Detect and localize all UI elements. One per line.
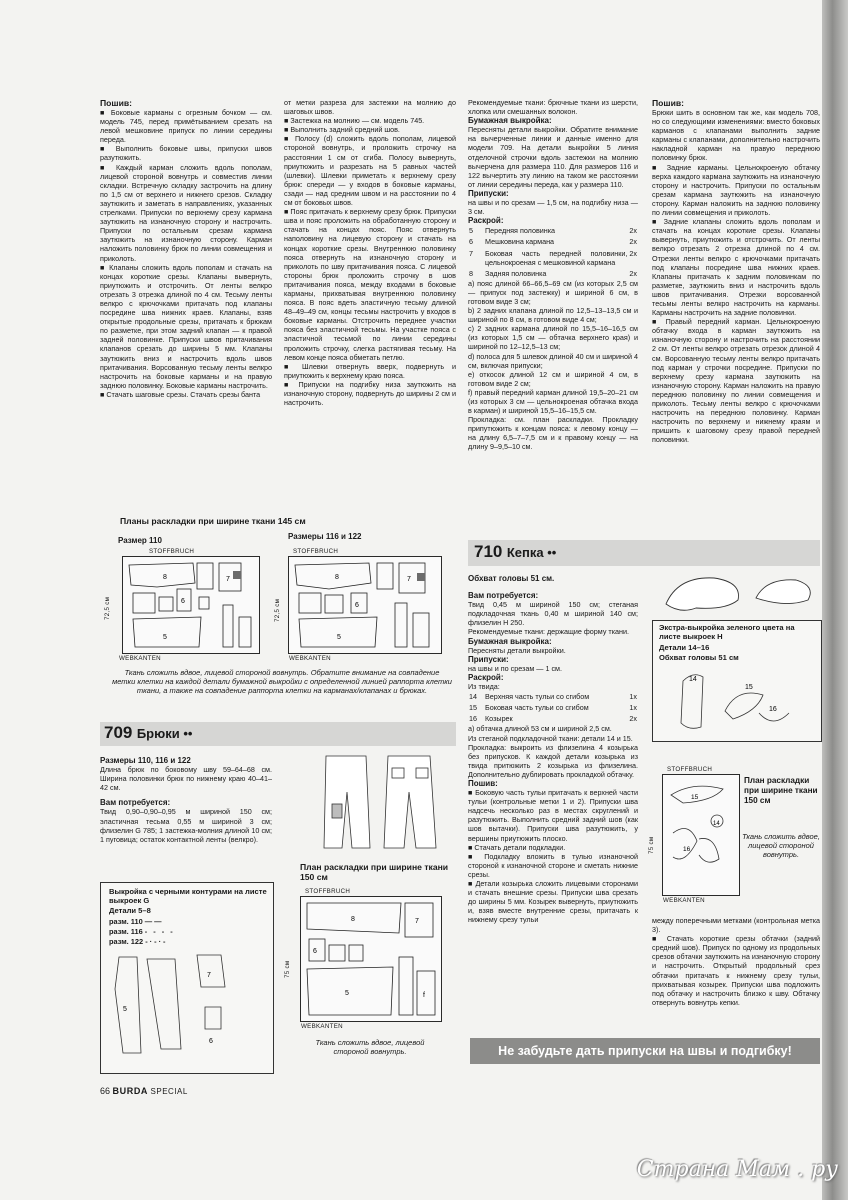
col3-subheading: Раскрой: [468, 216, 504, 226]
svg-text:f: f [423, 992, 425, 999]
stoffbruch-label: STOFFBRUCH [149, 548, 195, 555]
width-75-label: 75 см [648, 836, 655, 854]
col4-para: ■ Задние клапаны сложить вдоль пополам и стачать на концах короткие срезы. Клапаны вывернуть, приутюжить и отстрочить. От ленты велкро отрезать 2 отрезка длиной по 4 см. Отрезки ленты велкро с крючочками притачать под клапаны посредине шва нижних краев. Клапаны притачать к задним половинкам по разметке, заутюжить вниз и настрочить вдоль швов притачивания. Отрезки ворсованной тесьмы ленты велкро настрочить на карманы. Карманы настрочить на задние половинки. [652, 217, 820, 318]
allow-text: на швы и по срезам — 1 см. [468, 663, 562, 673]
need-text: Твид 0,90–0,90–0,95 м шириной 150 см; эластичная тесьма 0,55 м шириной 3 см; флизелин G 785; 1 застежка-молния длиной 10 см; 1 пуговица; остаток контактной ленты (велкро). [100, 807, 272, 844]
plan145-note: Ткань сложить вдвое, лицевой стороной вовнутрь. Обратите внимание на совпадение метки клетки на каждой детали бумажной выкройки с определенной линией раппорта клетки ткани, а также на совпадение раппорта клетки на карманах/клапанах и брюках. [112, 668, 452, 695]
col3-para: c) 2 задних кармана длиной по 15,5–16–16,5 см (из которых 1,5 см — обтачка верхнего края) и шириной по 12–12,5–13 см; [468, 324, 638, 352]
plan145-size110-label: Размер 110 [118, 536, 162, 545]
model710-header [474, 542, 556, 562]
col3-para: Прокладка: см. план раскладки. Прокладку припутюжить к концам пояса: к левому концу — на длину 6,5–7–7,5 см и к правому концу — на длину 9–9,5–10 см. [468, 415, 638, 452]
recommend-text: Рекомендуемые ткани: держащие форму ткани. [468, 627, 629, 637]
svg-text:16: 16 [769, 706, 777, 713]
layout-shapes-710 [663, 775, 739, 895]
col1-para: ■ Клапаны сложить вдоль пополам и стачать на концах короткие срезы. Клапаны вывернуть, приутюжить и отстрочить. От ленты велкро отрезать 3 отрезка длиной по 4 см. Тесьму ленты велкро с крючочками притачать под клапаны посредине шва нижних краев. Клапаны, взяв открытые продольные срезы, притачать к брюкам по разметке, при этом задний клапан — к правой задней половинке. Припуски швов притачивания клапанов срезать до ширины 5 мм. Клапаны заутюжить вниз и настрочить вдоль швов притачивания. Ворсованную тесьму ленты велкро настрочить на боковые карманы и на правую заднюю половинку. Боковые карманы настрочить. [100, 262, 272, 390]
parts-table [468, 225, 638, 278]
svg-text:7: 7 [415, 918, 419, 925]
page-footer [100, 1086, 188, 1096]
col3-para: Пересняты детали выкройки. Обратите внимание на вычерченные линии и данные именно для модели 709. На детали выкройки 5 линия отделочной строчки вдоль застежки на молнию вычерчена для размера 110. Для размеров 116 и 122 вычертить эту линию на таком же расстоянии от линии середины переда, как у размера 110. [468, 125, 638, 189]
svg-text:5: 5 [337, 634, 341, 641]
pattern-box-details: Детали 5–8 [109, 906, 151, 915]
cap-parts-table [468, 691, 638, 724]
width-72-5-label: 72,5 см [274, 598, 281, 622]
col3-para: d) полоса для 5 шлевок длиной 40 см и шириной 4 см, включая припуски; [468, 351, 638, 370]
cut-more: a) обтачка длиной 53 см и шириной 2,5 см. [468, 724, 612, 734]
parts-row: 14 Верхняя часть тульи со сгибом 1x [469, 692, 637, 702]
extra-box-details: Детали 14–16 [659, 643, 710, 652]
parts-row: 6 Мешковина кармана 2x [469, 237, 637, 247]
pattern-heading: Бумажная выкройка: [468, 636, 552, 646]
col2-para: ■ Припуски на подгибку низа заутюжить на изнаночную сторону, подвернуть до ширины 2 см и настрочить. [284, 379, 456, 408]
column-1 [100, 98, 272, 500]
cap-illustration [656, 570, 820, 616]
svg-text:16: 16 [683, 846, 691, 853]
need-heading: Вам потребуется: [468, 591, 539, 601]
col3-para: e) откосок длиной 12 см и шириной 4 см, в готовом виде 2 см; [468, 369, 638, 388]
extra-box-title: Экстра-выкройка зеленого цвета на листе выкроек H [659, 623, 795, 641]
svg-text:8: 8 [163, 574, 167, 581]
plan710-title: План раскладки при ширине ткани 150 см [744, 776, 818, 805]
col4-para: ■ Задние карманы. Цельнокроеную обтачку верха каждого кармана заутюжить на изнаночную сторону и настрочить. Припуски по остальным срезам кармана заутюжить на изнаночную сторону. Карман наложить на заднюю половинку по линии совмещения и приколоть. [652, 162, 820, 218]
model710-col4-end [652, 916, 820, 1028]
model710-title: Кепка •• [506, 545, 557, 560]
col4-para: Брюки шить в основном так же, как модель 708, но со следующими изменениями: вместо боковых карманов с клапанами выполнить задние карманы с клапанами, дополнительно настрочить накладной карман на правую переднюю половинку брюк. [652, 108, 820, 163]
webkanten-label: WEBKANTEN [301, 1023, 343, 1030]
sew-step: ■ Боковую часть тульи притачать к верхней части тульи (контрольные метки 1 и 2). Припуски шва надсечь несколько раз в местах скруглений и разутюжить. Выполнить средний задний шов (как шов вытачки). Припуски шва разутюжить, у вершины приутюжить плоско. [468, 788, 638, 843]
model709-number: 709 [104, 723, 133, 742]
layout-diagram-size116 [288, 548, 442, 662]
layout-shapes-110 [123, 557, 259, 653]
col1-heading: Пошив: [100, 98, 133, 108]
svg-text:6: 6 [355, 602, 359, 609]
plan145-title: Планы раскладки при ширине ткани 145 см [120, 516, 306, 526]
page-binding-edge [822, 0, 848, 1200]
brand-sub: SPECIAL [150, 1087, 188, 1096]
plan150-note: Ткань сложить вдвое, лицевой стороной вовнутрь. [315, 1038, 425, 1056]
svg-text:15: 15 [691, 794, 699, 801]
col2-para: ■ Пояс притачать к верхнему срезу брюк. Припуски шва и пояс проложить на обработанную сторону и стачать на концах пояс. Пояс отвернуть наполовину на лицевую сторону и стачать на концах короткие срезы. Внутреннюю половинку пояса отвернуть на изнаночную сторону и приколоть по шву притачивания пояса. С лицевой стороны брюк проложить строчку в шов притачивания пояса, между входами в боковые карманы, прихватывая внутреннюю половинку пояса. В пояс вдеть эластичную тесьму длиной 48–49–49 см, концы тесьмы настрочить у входов в боковые карманы. Отстрочить переднее участки пояса без эластичной тесьмы. На участке пояса с эластичной тесьмой по линии середины проложить строчку, слегка растягивая тесьму. На левом конце пояса обметать петлю. [284, 207, 456, 362]
svg-text:8: 8 [351, 916, 355, 923]
column-2 [284, 98, 456, 500]
webkanten-label: WEBKANTEN [663, 897, 705, 904]
svg-text:5: 5 [345, 990, 349, 997]
parts-row: 16 Козырек 2x [469, 714, 637, 724]
parts-row: 15 Боковая часть тульи со сгибом 1x [469, 703, 637, 713]
col3-para: b) 2 задних клапана длиной по 12,5–13–13,5 см и шириной по 8 см, в готовом виде 4 см; [468, 306, 638, 325]
plan145-size116-label: Размеры 116 и 122 [288, 532, 362, 541]
pattern-size-122: разм. 122 -·-·- [109, 937, 168, 946]
col4-end-text: между поперечными метками (контрольная метка 3). ■ Стачать короткие срезы обтачки (задний средний шов). Припуск по одному из продольных срезов обтачки заутюжить на изнаночную сторону и настрочить. Открытый продольный срез обтачки притачать к нижнему срезу тульи, прихватывая козырек. Припуски шва подложить под обтачку и настрочить близко к шву. Обтачку отвернуть вовнутрь кепки. [652, 916, 820, 1007]
parts-row: 5 Передняя половинка 2x [469, 226, 637, 236]
brand-name: BURDA [112, 1086, 149, 1096]
col4-para: ■ Правый передний карман. Цельнокроеную обтачку входа в карман заутюжить на изнаночную сторону и настрочить на расстоянии 2 см. От ленты велкро отрезать отрезок длиной 4 см. Ворсованную тесьму ленты велкро притачать под карман у строчки посредине. Припуски по верхнему срезу кармана заутюжить на изнаночную сторону. Карман наложить на правую переднюю половинку по линии совмещения и приколоть. Тесьму ленты велкро с крючочками настрочить на переднюю половинку. Карман настрочить по верхнему и нижнему краям и пришить к шаговому срезу правой передней половинки. [652, 317, 820, 445]
plan150-title: План раскладки при ширине ткани 150 см [300, 862, 449, 882]
col2-para: от метки разреза для застежки на молнию до шаговых швов. [284, 98, 456, 117]
page-number: 66 [100, 1086, 111, 1096]
col1-para: ■ Каждый карман сложить вдоль пополам, лицевой стороной вовнутрь и совместив линии складки. Встречную складку застрочить на длину по 1,5 см от верхнего и нижнего срезов. Складку заутюжить и заметать в направлениях, указанных стрелками. Припуски по верхнему срезу кармана заутюжить на изнаночную сторону и настрочить. Припуски по остальным срезам кармана заутюжить на изнаночную сторону. Карман наложить половинку брюк по линии совмещения и приколоть. [100, 162, 272, 263]
pants-illustration [318, 754, 444, 852]
cut-heading: Раскрой: [468, 672, 504, 682]
extra-box-head: Обхват головы 51 см [659, 653, 739, 662]
model709-info [100, 756, 272, 866]
svg-text:5: 5 [163, 634, 167, 641]
webkanten-label: WEBKANTEN [289, 655, 331, 662]
col2-para: ■ Застежка на молнию — см. модель 745. [284, 116, 425, 126]
svg-text:6: 6 [209, 1038, 213, 1045]
sew-step: ■ Подкладку вложить в тулью изнаночной стороной к изнаночной стороне и сметать нижние срезы. [468, 851, 638, 879]
model709-title: Брюки •• [136, 726, 193, 741]
col3-para: f) правый передний карман длиной 19,5–20–21 см (из которых 3 см — цельнокроеная обтачка входа в карман) и шириной 15,5–16–15,5 см. [468, 387, 638, 416]
stoffbruch-label: STOFFBRUCH [667, 766, 713, 773]
sizes-text: Длина брюк по боковому шву 59–64–68 см. Ширина половинки брюк по нижнему краю 40–41–42 см. [100, 765, 272, 793]
model709-header [104, 723, 192, 743]
col2-para: ■ Выполнить задний средний шов. [284, 125, 400, 135]
from-tweed: Из твида: [468, 682, 500, 692]
model710-number: 710 [474, 542, 503, 561]
col1-para: ■ Выполнить боковые швы, припуски швов разутюжить. [100, 144, 272, 163]
col1-para: ■ Стачать шаговые срезы. Стачать срезы банта [100, 389, 261, 399]
stoffbruch-label: STOFFBRUCH [293, 548, 339, 555]
need-heading: Вам потребуется: [100, 798, 171, 808]
svg-text:5: 5 [123, 1006, 127, 1013]
col2-para: ■ Полосу (d) сложить вдоль пополам, лицевой стороной вовнутрь, и проложить строчку на расстоянии 1 см от сгиба. Полосу вывернуть, приутюжить и разрезать на 5 равных частей (шлевки). Шлевки приметать к верхнему срезу брюк: спереди — у входов в боковые карманы, сзади — над средним швом и на расстоянии по 4 см от боковых швов. [284, 134, 456, 208]
col3-subheading: Бумажная выкройка: [468, 116, 552, 126]
col3-para: Рекомендуемые ткани: брючные ткани из шерсти, хлопка или смешанных волокон. [468, 98, 638, 117]
cut-more: Из стеганой подкладочной ткани: детали 14 и 15. [468, 733, 633, 743]
layout-shapes-116 [289, 557, 441, 653]
sew-step: ■ Стачать детали подкладки. [468, 842, 566, 852]
svg-text:14: 14 [689, 676, 697, 683]
pattern-text: Пересняты детали выкройки. [468, 645, 566, 655]
pattern-size-110: разм. 110 —— [109, 917, 164, 926]
column-4 [652, 98, 820, 530]
col3-para: a) пояс длиной 66–66,5–69 см (из которых 2,5 см — припуск под застежку) и шириной 6 см, в готовом виде 3 см; [468, 278, 638, 306]
layout-diagram-710 [662, 766, 740, 904]
parts-row: 7 Боковая часть передней половинки, цельнокроеная с мешковиной кармана 2x [469, 248, 637, 267]
allow-heading: Припуски: [468, 654, 509, 664]
col3-para: на швы и по срезам — 1,5 см, на подгибку низа — 3 см. [468, 198, 638, 217]
stoffbruch-label: STOFFBRUCH [305, 888, 351, 895]
layout-diagram-size110 [119, 548, 260, 662]
webkanten-label: WEBKANTEN [119, 655, 161, 662]
sew-heading: Пошив: [468, 778, 498, 788]
col2-para: ■ Шлевки отвернуть вверх, подвернуть и приутюжить к верхнему краю пояса. [284, 361, 456, 380]
svg-text:7: 7 [407, 576, 411, 583]
cut-more: Прокладка: выкроить из флизелина 4 козырька без припусков. К каждой детали козырька из твида притюжить 2 козырька из флизелина. Дополнительно дублировать прокладкой обтачку. [468, 742, 638, 779]
width-72-5-label: 72,5 см [104, 596, 111, 620]
width-75-label: 75 см [284, 960, 291, 978]
col3-subheading: Припуски: [468, 188, 509, 198]
plan710-note: Ткань сложить вдвое, лицевой стороной вовнутрь. [742, 832, 820, 859]
layout-shapes-709 [301, 897, 441, 1021]
parts-row: 8 Задняя половинка 2x [469, 268, 637, 278]
pattern-box-title: Выкройка с черными контурами на листе выкроек G [109, 887, 267, 905]
head-size: Обхват головы 51 см. [468, 574, 555, 583]
need-text: Твид 0,45 м шириной 150 см; стеганая подкладочная ткань 0,40 м шириной 140 см; флизелин H 250. [468, 600, 638, 628]
svg-text:7: 7 [226, 576, 230, 583]
layout-diagram-709-150 [300, 888, 442, 1030]
col1-para: ■ Боковые карманы с огрезным бочком — см. модель 745, перед примётыванием срезать на левой мешковине припуск по линии середины переда. [100, 108, 272, 145]
column-3 [468, 98, 638, 528]
col4-heading: Пошив: [652, 98, 685, 108]
pattern-size-116: разм. 116 - - - - [109, 927, 175, 936]
svg-text:7: 7 [207, 972, 211, 979]
sizes-heading: Размеры 110, 116 и 122 [100, 756, 191, 765]
seam-allowance-reminder: Не забудьте дать припуски на швы и подгибку! [470, 1038, 820, 1064]
svg-text:8: 8 [335, 574, 339, 581]
site-watermark: Страна Мам . ру [636, 1157, 838, 1182]
cap-pattern-pieces [653, 667, 821, 741]
svg-text:14: 14 [713, 821, 720, 827]
svg-text:6: 6 [313, 948, 317, 955]
svg-text:6: 6 [181, 598, 185, 605]
pattern-box-709 [100, 882, 274, 1074]
svg-text:15: 15 [745, 684, 753, 691]
extra-pattern-box [652, 620, 822, 742]
pattern-pieces-709 [101, 949, 271, 1069]
sew-step: ■ Детали козырька сложить лицевыми сторонами и стачать внешние срезы. Припуски шва срезать до ширины 5 мм. Козырек вывернуть, приутюжить и, взяв вместе внутренние срезы, притачать к нижнему срезу тульи [468, 879, 638, 925]
model710-col3 [468, 574, 638, 1034]
